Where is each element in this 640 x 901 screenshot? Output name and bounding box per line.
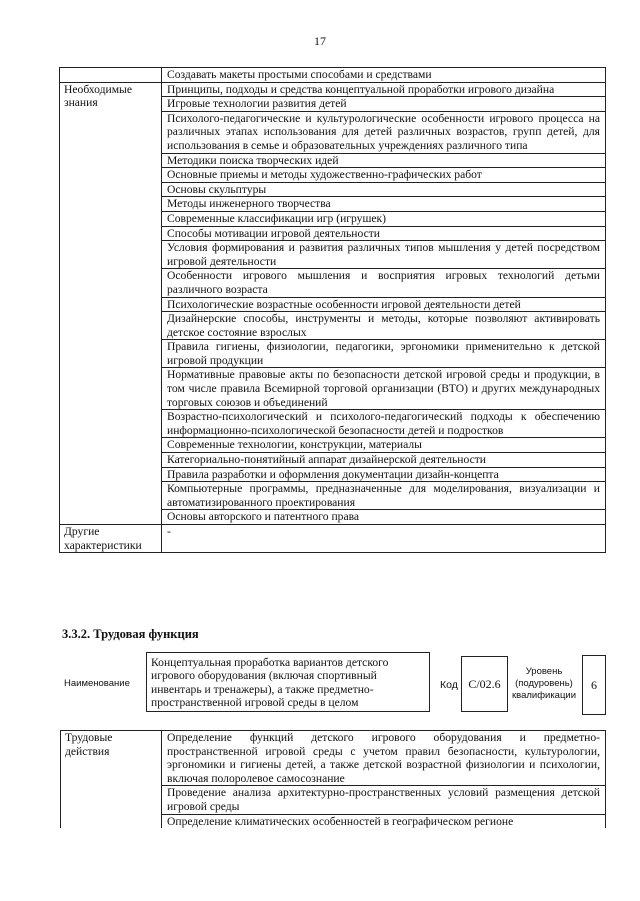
function-name: Концептуальная проработка вариантов детского игрового оборудования (включая спортивный инвентарь и тренажеры), а также предметно-пространственной игровой среды в целом [146, 652, 430, 712]
section-heading: 3.3.2. Трудовая функция [62, 627, 199, 641]
knowledge-item: Правила разработки и оформления документации дизайн-концепта [162, 467, 606, 482]
skill-item: Создавать макеты простыми способами и средствами [162, 68, 606, 83]
other-characteristics-value: - [162, 525, 606, 553]
action-item: Определение климатических особенностей в географическом регионе [162, 814, 606, 828]
knowledge-item: Психолого-педагогические и культурологические особенности игрового процесса на различных этапах использования для детей различных возрастов, групп детей, для использования в семье и образовательных учреждениях различного типа [162, 111, 606, 153]
knowledge-item: Возрастно-психологический и психолого-педагогический подходы к обеспечению информационно-психологической безопасности детей и подростков [162, 410, 606, 438]
labor-actions-table [60, 730, 606, 828]
knowledge-item: Условия формирования и развития различных типов мышления у детей посредством игровой деятельности [162, 241, 606, 269]
action-item: Определение функций детского игрового оборудования и предметно-пространственной игровой среды с учетом правил безопасности, культурологии, эргономики и гигиены детей, а также детской возрастной физиологии и психологии, включая полоролевое самосознание [162, 731, 606, 786]
actions-label: Трудовые действия [61, 731, 162, 829]
knowledge-item: Методики поиска творческих идей [162, 153, 606, 168]
name-label: Наименование [64, 678, 130, 689]
function-header [62, 652, 607, 718]
level-label: Уровень (подуровень) квалификации [511, 666, 577, 701]
knowledge-item: Особенности игрового мышления и восприятия игровых технологий детьми различного возраста [162, 269, 606, 297]
knowledge-label: Необходимые знания [60, 82, 162, 524]
knowledge-item: Нормативные правовые акты по безопасности детской игровой среды и продукции, в том числе правила Всемирной торговой организации (ВТО) и других международных торговых союзов и объединений [162, 368, 606, 410]
knowledge-item: Современные технологии, конструкции, материалы [162, 438, 606, 453]
knowledge-item: Категориально-понятийный аппарат дизайнерской деятельности [162, 453, 606, 468]
table-row [60, 82, 606, 97]
knowledge-item: Методы инженерного творчества [162, 197, 606, 212]
function-level: 6 [582, 655, 606, 715]
knowledge-item: Современные классификации игр (игрушек) [162, 211, 606, 226]
page-number: 17 [314, 34, 326, 48]
knowledge-item: Психологические возрастные особенности игровой деятельности детей [162, 297, 606, 312]
requirements-table [59, 67, 606, 553]
knowledge-item: Игровые технологии развития детей [162, 97, 606, 112]
table-row [60, 68, 606, 83]
other-characteristics-label: Другие характеристики [60, 525, 162, 553]
code-label: Код [440, 679, 458, 691]
table-row [60, 525, 606, 553]
knowledge-item: Правила гигиены, физиологии, педагогики, эргономики применительно к детской игровой продукции [162, 340, 606, 368]
knowledge-item: Дизайнерские способы, инструменты и методы, которые позволяют активировать детское состояние взрослых [162, 312, 606, 340]
table-row [61, 731, 606, 786]
knowledge-item: Компьютерные программы, предназначенные для моделирования, визуализации и автоматизированного проектирования [162, 482, 606, 510]
knowledge-item: Основы скульптуры [162, 182, 606, 197]
function-code: C/02.6 [461, 656, 508, 712]
knowledge-item: Способы мотивации игровой деятельности [162, 226, 606, 241]
action-item: Проведение анализа архитектурно-пространственных условий размещения детской игровой среды [162, 786, 606, 814]
knowledge-item: Основы авторского и патентного права [162, 510, 606, 525]
knowledge-item: Принципы, подходы и средства концептуальной проработки игрового дизайна [162, 82, 606, 97]
empty-label-cell [60, 68, 162, 83]
knowledge-item: Основные приемы и методы художественно-графических работ [162, 168, 606, 183]
